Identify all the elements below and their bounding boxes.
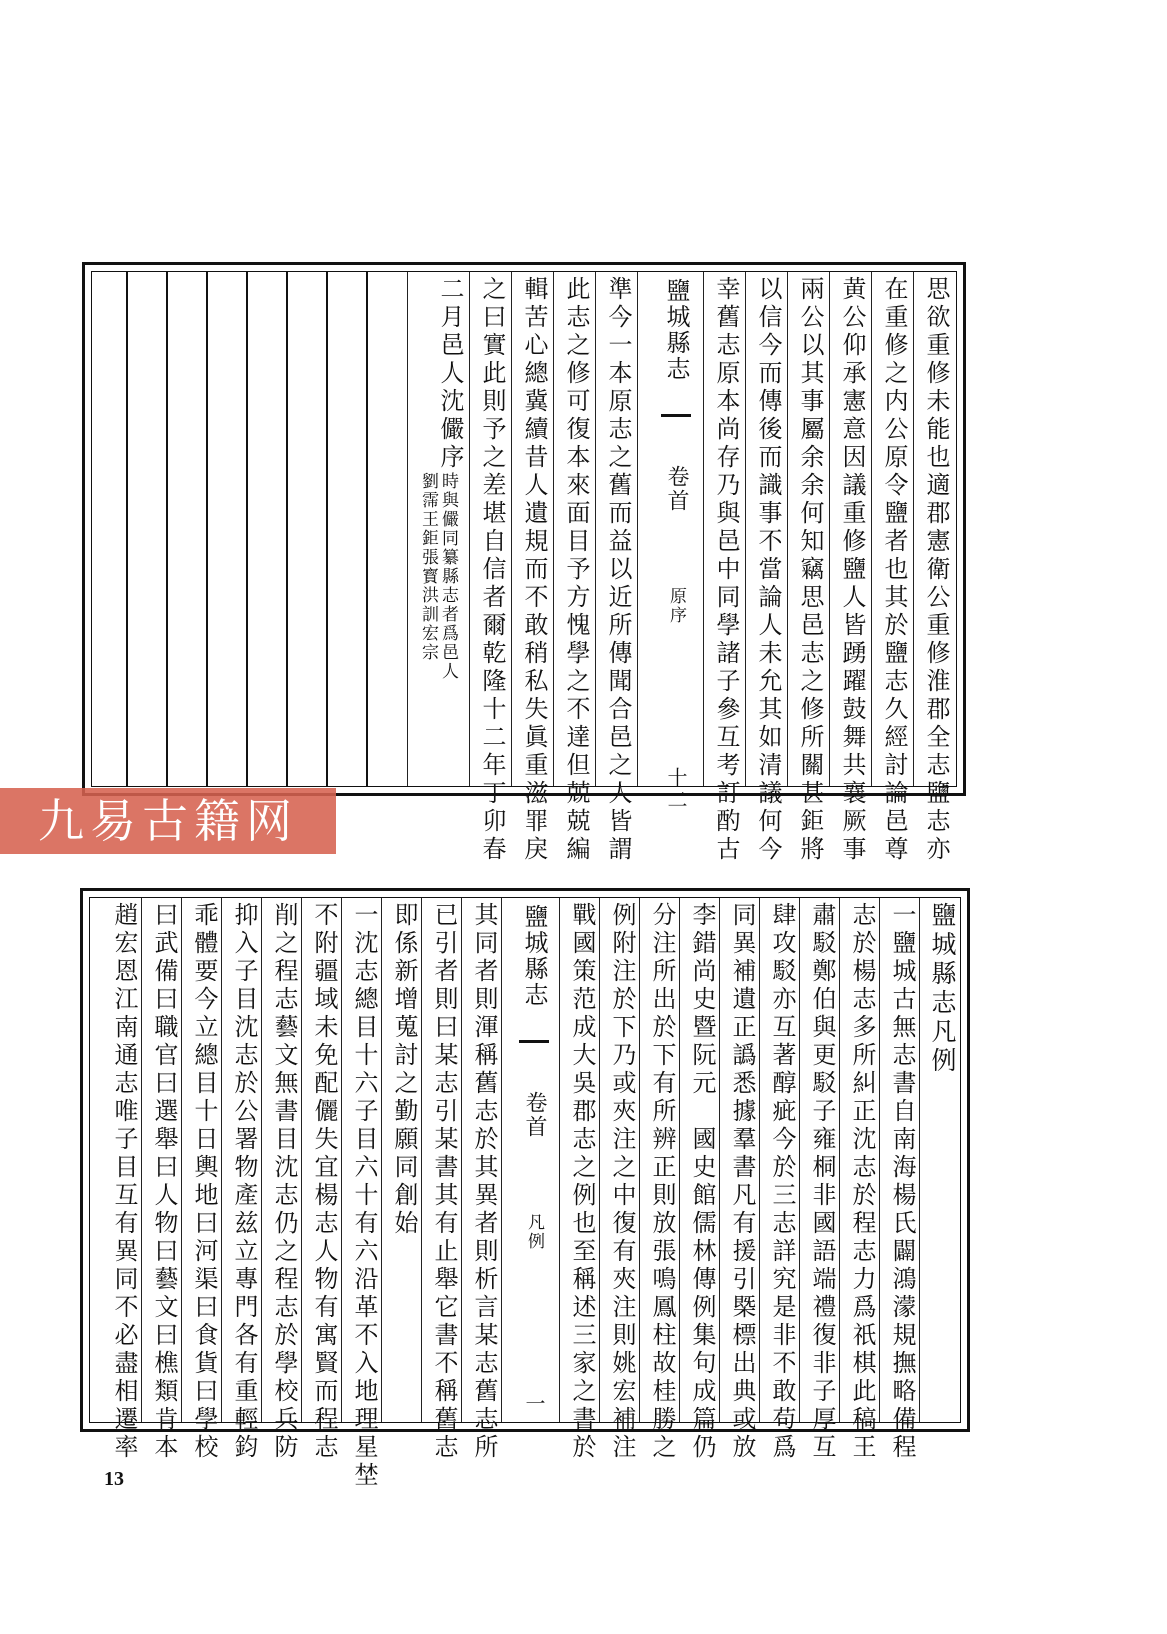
bottom-column-2: 志於楊志多所糾正沈志於程志力爲祇棋此稿王 <box>848 902 876 1462</box>
bottom-column-11: 已引者則曰某志引某書其有止舉它書不稱舊志 <box>430 902 458 1462</box>
top-column-4: 兩公以其事屬余余何知竊思邑志之修所關甚鉅將 <box>796 276 824 864</box>
bottom-column-19: 趙宏恩江南通志唯子目互有異同不必盡相遷率 <box>110 902 138 1462</box>
top-column-6: 幸舊志原本尚存乃與邑中同學諸子參互考訂酌古 <box>712 276 740 864</box>
bottom-column-1: 一鹽城古無志書自南海楊氏闢鴻濛規撫略備程 <box>888 902 916 1462</box>
bottom-column-4: 肆攻駁亦互著醇疵今於三志詳究是非不敢苟爲 <box>768 902 796 1462</box>
signature-note: 時與儼同纂縣志者爲邑人 <box>438 472 458 681</box>
bottom-column-15: 削之程志藝文無書目沈志仍之程志於學校兵防 <box>270 902 298 1462</box>
bottom-column-13: 一沈志總目十六子目六十有六沿革不入地理星埜 <box>350 902 378 1490</box>
section-label: 原序 <box>666 587 686 625</box>
bottom-column-17: 乖體要今立總目十日輿地曰河渠曰食貨曰學校 <box>190 902 218 1462</box>
bottom-column-9: 戰國策范成大吳郡志之例也至稱述三家之書於 <box>568 902 596 1462</box>
collaborators: 劉霈王鉅張寳洪訓宏宗 <box>418 472 438 662</box>
volume-label: 卷首 <box>522 1091 547 1139</box>
bottom-column-10: 其同者則渾稱舊志於其異者則析言某志舊志所 <box>470 902 498 1462</box>
fish-tail-mark <box>661 414 691 433</box>
watermark-banner: 九易古籍网 <box>0 788 336 854</box>
top-column-8: 此志之修可復本來面目予方愧學之不達但兢兢編 <box>562 276 590 864</box>
bottom-column-3: 肅駁鄭伯與更駁子雍桐非國語端禮復非子厚互 <box>808 902 836 1462</box>
volume-label: 卷首 <box>664 465 689 513</box>
book-title: 鹽城縣志 <box>662 278 690 382</box>
bottom-column-5: 同異補遺正譌悉據羣書凡有援引槩標出典或放 <box>728 902 756 1462</box>
bottom-column-14: 不附疆域未免配儷失宜楊志人物有寓賢而程志 <box>310 902 338 1462</box>
bottom-column-8: 例附注於下乃或夾注之中復有夾注則姚宏補注 <box>608 902 636 1462</box>
top-column-7: 準今一本原志之舊而益以近所傳聞合邑之人皆謂 <box>604 276 632 864</box>
preface-signature-column <box>402 276 462 472</box>
page-number: 13 <box>104 1468 124 1490</box>
top-column-2: 在重修之内公原令鹽者也其於鹽志久經討論邑尊 <box>880 276 908 864</box>
section-label: 凡例 <box>524 1213 544 1251</box>
margin-page-number: 十二 <box>664 767 688 811</box>
bottom-column-7: 分注所出於下有所辨正則放張鳴鳳柱故桂勝之 <box>648 902 676 1462</box>
bottom-column-12: 即係新增蒐討之勤願同創始 <box>390 902 418 1238</box>
top-column-9: 輯苦心總冀續昔人遺規而不敢稍私失眞重滋罪戾 <box>520 276 548 864</box>
fanli-heading: 鹽城縣志凡例 <box>928 902 957 1076</box>
top-column-5: 以信今而傳後而識事不當論人未允其如清議何今 <box>754 276 782 864</box>
top-column-10: 之曰實此則予之差堪自信者爾乾隆十二年丁卯春 <box>478 276 506 864</box>
margin-page-number: 一 <box>522 1393 546 1415</box>
bottom-column-18: 曰武備曰職官曰選舉曰人物曰藝文曰樵類肯本 <box>150 902 178 1462</box>
bottom-column-16: 抑入子目沈志於公署物產兹立專門各有重輕鈞 <box>230 902 258 1462</box>
bottom-column-6: 李錯尚史暨阮元 國史館儒林傳例集句成篇仍 <box>688 902 716 1462</box>
top-page-margin <box>646 272 694 811</box>
book-title: 鹽城縣志 <box>520 904 548 1008</box>
top-column-3: 黄公仰承憲意因議重修鹽人皆踴躍鼓舞共襄厥事 <box>838 276 866 864</box>
preface-signature: 二月邑人沈儼序 <box>436 276 464 472</box>
fish-tail-mark <box>519 1040 549 1059</box>
bottom-page-margin <box>508 898 552 1422</box>
top-column-1: 思欲重修未能也適郡憲衛公重修淮郡全志鹽志亦 <box>922 276 950 864</box>
